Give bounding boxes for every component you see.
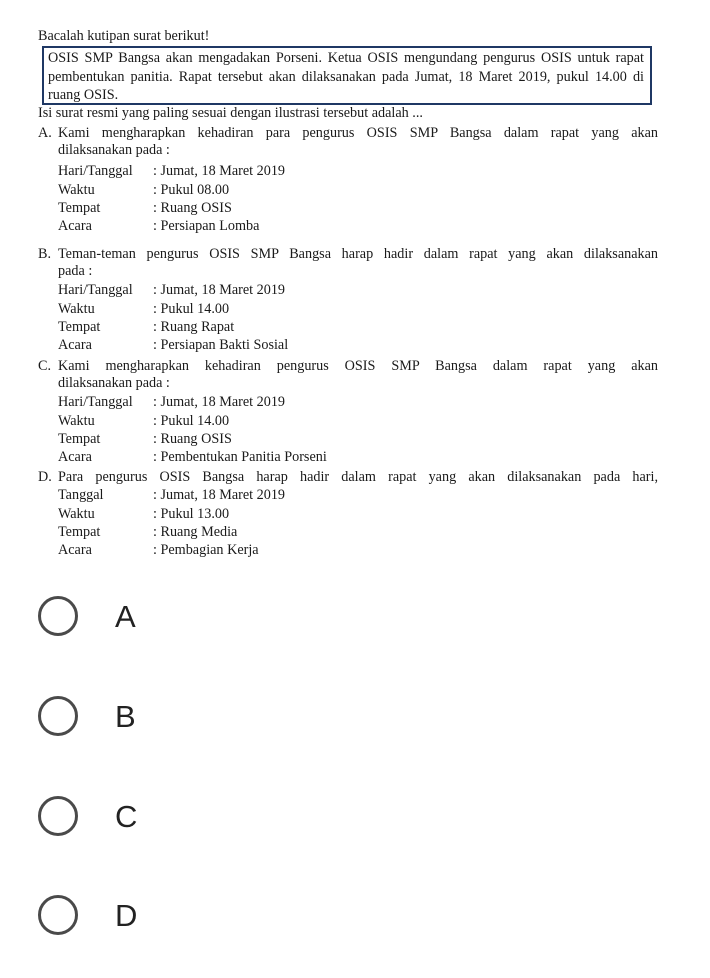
choice-b[interactable] <box>38 686 638 746</box>
choice-label[interactable]: A <box>115 598 136 634</box>
option-line-continued: dilaksanakan pada : <box>58 142 170 158</box>
detail-label: Tempat <box>58 431 101 447</box>
option-line-continued: dilaksanakan pada : <box>58 375 170 391</box>
radio-button-icon[interactable] <box>38 796 78 836</box>
option-line: Teman-teman pengurus OSIS SMP Bangsa harap hadir dalam rapat yang akan dilaksanakan <box>58 246 658 262</box>
option-letter: C. <box>38 358 52 374</box>
detail-value: : Pukul 14.00 <box>153 300 230 317</box>
question-prompt: Isi surat resmi yang paling sesuai dengan ilustrasi tersebut adalah ... <box>38 105 423 121</box>
detail-label: Hari/Tanggal <box>58 394 133 410</box>
detail-value: : Ruang OSIS <box>153 200 232 216</box>
detail-label: Acara <box>58 217 92 234</box>
option-letter: A. <box>38 125 52 141</box>
detail-value: : Ruang OSIS <box>153 431 232 447</box>
choice-label[interactable]: D <box>115 897 138 933</box>
option-letter: B. <box>38 246 52 262</box>
option-line: Para pengurus OSIS Bangsa harap hadir dalam rapat yang akan dilaksanakan pada hari, <box>58 469 658 485</box>
detail-label: Tempat <box>58 200 101 216</box>
option-c-text <box>38 357 658 466</box>
option-letter: D. <box>38 469 52 485</box>
detail-label: Hari/Tanggal <box>58 282 133 298</box>
question-intro: Bacalah kutipan surat berikut! <box>38 28 210 44</box>
choice-label[interactable]: C <box>115 798 138 834</box>
detail-value: : Pukul 08.00 <box>153 181 230 198</box>
detail-label: Hari/Tanggal <box>58 163 133 179</box>
detail-label: Waktu <box>58 505 95 522</box>
detail-value: : Pukul 13.00 <box>153 505 230 522</box>
detail-label: Tempat <box>58 524 101 540</box>
detail-label: Waktu <box>58 412 95 429</box>
detail-value: : Pembagian Kerja <box>153 541 259 558</box>
detail-value: : Persiapan Bakti Sosial <box>153 336 289 353</box>
quote-box: OSIS SMP Bangsa akan mengadakan Porseni. Ketua OSIS mengundang pengurus OSIS untuk rapat pembentukan panitia. Rapat tersebut akan dilaksanakan pada Jumat, 18 Maret 2019, pukul 14.00 di ruang OSIS. <box>42 46 652 105</box>
radio-button-icon[interactable] <box>38 596 78 636</box>
detail-label: Acara <box>58 541 92 558</box>
detail-label: Waktu <box>58 300 95 317</box>
option-d-text <box>38 468 658 558</box>
detail-label: Waktu <box>58 181 95 198</box>
choice-c[interactable] <box>38 786 638 846</box>
option-b-text <box>38 245 658 354</box>
detail-value: : Jumat, 18 Maret 2019 <box>153 163 286 179</box>
detail-value: : Jumat, 18 Maret 2019 <box>153 394 286 410</box>
choice-label[interactable]: B <box>115 698 136 734</box>
choice-a[interactable] <box>38 586 638 646</box>
option-line: Kami mengharapkan kehadiran para pengurus OSIS SMP Bangsa dalam rapat yang akan <box>58 125 658 141</box>
detail-value: : Pukul 14.00 <box>153 412 230 429</box>
option-a-text <box>38 124 658 235</box>
detail-value: : Ruang Media <box>153 524 238 540</box>
detail-label: Acara <box>58 336 92 353</box>
radio-button-icon[interactable] <box>38 696 78 736</box>
option-line: Kami mengharapkan kehadiran pengurus OSIS SMP Bangsa dalam rapat yang akan <box>58 358 658 374</box>
radio-button-icon[interactable] <box>38 895 78 935</box>
detail-value: : Jumat, 18 Maret 2019 <box>153 282 286 298</box>
detail-value: : Jumat, 18 Maret 2019 <box>153 487 286 503</box>
detail-label: Acara <box>58 448 92 465</box>
detail-value: : Persiapan Lomba <box>153 217 260 234</box>
detail-value: : Pembentukan Panitia Porseni <box>153 448 327 465</box>
detail-label: Tanggal <box>58 487 104 503</box>
detail-value: : Ruang Rapat <box>153 319 235 335</box>
detail-label: Tempat <box>58 319 101 335</box>
choice-d[interactable] <box>38 885 638 945</box>
option-line-continued: pada : <box>58 263 93 279</box>
